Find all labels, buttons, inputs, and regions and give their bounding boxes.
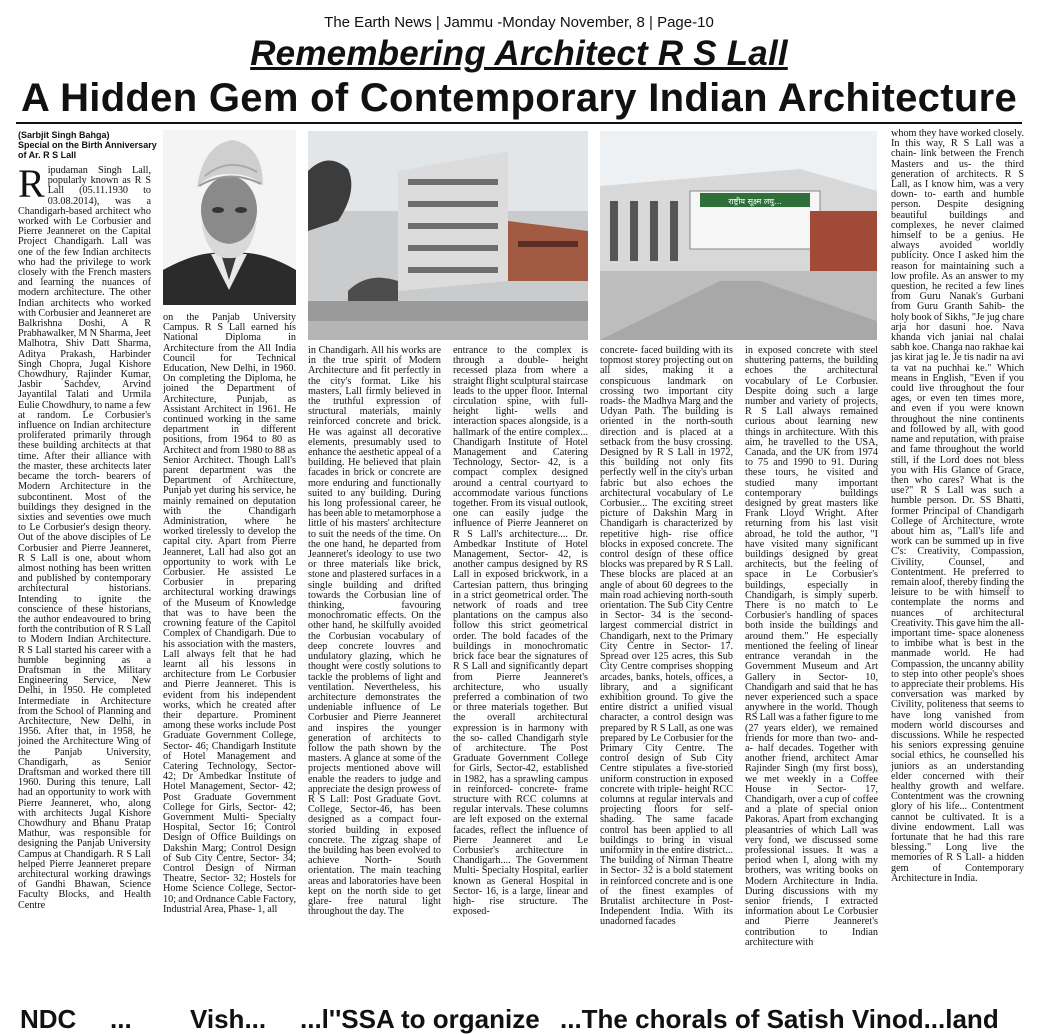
article-col-4 [453, 346, 588, 1002]
article-col-2 [163, 313, 296, 1002]
byline-author: (Sarbjit Singh Bahga) [18, 130, 110, 140]
kicker: Remembering Architect R S Lall [250, 34, 788, 73]
next-headline-5: ...The chorals of Satish Vinod...land [560, 1004, 999, 1034]
portrait-illustration [163, 130, 296, 305]
article-col-1-text: ipudaman Singh Lall, popularly known as R S Lall (05.11.1930 to 03.08.2014), was a Chandigarh-based architect who worked with Le Corbusier and Pierre Jeanneret on the Capital Project Chandigarh. Lall was one of the few Indian architects who had the privilege to work closely with the French masters and learning the nuances of modern architecture. The other Indian architects who worked with Corbusier and Jeanneret are Balkrishna Doshi, A R Prabhawalker, M N Sharma, Jeet Malhotra, Shiv Datt Sharma, Aditya Prakash, Harbinder Singh Chopra, Jugal Kishore Chowdhury, Rajinder Kumar, Jasbir Sachdev, Arvind Jayantilal Talati and Urmila Eulie Chowdhury, to name a few at random. Le Corbusier's influence on Indian architecture proliferated primarily through these building architects at that time. After their alliance with the master, these architects later became the torch- bearers of Modern Architecture in the subcontinent. Most of the buildings they designed in the sixties and seventies owe much to Le Corbusier's design theory. Out of the above disciples of Le Corbusier and Pierre Jeanneret, R S Lall is one, about whom almost nothing has been written and published by contemporary architectural historians. Intending to ignite the conscience of these historians, the author endeavoured to bring forth the contribution of R S Lall to Modern Indian Architecture. R S Lall started his career with a humble beginning as a Draftsman in the Military Engineering Service, New Delhi, in 1950. He completed Intermediate in Architecture from the School of Planning and Architecture, New Delhi, in 1956. After that, in 1958, he joined the Architecture Wing of the Panjab University, Chandigarh, as Senior Draftsman and worked there till 1960. During this tenure, Lall had an opportunity to work with Pierre Jeanneret, who, along with architects Jugal Kishore Chowdhury and Bhanu Pratap Mathur, was responsible for designing the Panjab University Campus at Chandigarh. R S Lall helped Pierre Jeanneret prepare architectural working drawings of Gandhi Bhawan, Science Faculty Blocks, and Health Centre [18, 165, 151, 911]
article-col-5 [600, 346, 733, 1002]
article-col-3 [308, 346, 441, 1002]
headline-rule [16, 122, 1022, 124]
article-col-6-text: in exposed concrete with steel shuttering patterns, the building echoes the architectural vocabulary of Le Corbusier. Despite doing such a large number and variety of projects, R S Lall always remained curious about learning new things in architecture. With this aim, he travelled to the USA, Canada, and the UK from 1974 to 75 and 1990 to 91. During these tours, he visited and studied many important contemporary buildings designed by great masters like Frank Lloyd Wright. After returning from his last visit abroad, he told the author, "I have visited many significant buildings designed by great architects, but the feeling of space in Le Corbusier's buildings, especially in Chandigarh, is simply superb. There is no match to Le Corbusier's handling of spaces both inside the buildings and around them." He especially mentioned the feeling of linear entrance verandah in the Government Museum and Art Gallery in Sector- 10, Chandigarh and said that he has never experienced such a space anywhere in the world. Though RS Lall was a father figure to me (27 years elder), we remained friends for more than two- and- a- half decades. Together with another friend, architect Amar Rajinder Singh (my first boss), we met weekly in a Coffee House in Sector- 17, Chandigarh, over a cup of coffee and a plate of special onion Pakoras. Apart from exchanging pleasantries of which Lall was very fond, we discussed some professional issues. It was a period when I, along with my brothers, was writing books on Modern Architecture in India. During discussions with my senior friends, I extracted information about Le Corbusier and Pierre Jeanneret's contribution to Indian architecture with [745, 345, 878, 948]
theatre-building-illustration [600, 131, 877, 340]
next-headline-3: Vish... [190, 1004, 267, 1034]
article-col-3-text: in Chandigarh. All his works are in the true spirit of Modern Architecture and fit perfectly in the city's format. Like his masters, Lall firmly believed in the truthful expression of structural materials, mainly reinforced concrete and brick. He was against all decorative elements, presumably used to enhance the aesthetic appeal of a building. He believed that plain facades in brick or concrete are more enduring and functionally suited to any building. During his long professional career, he has been able to metamorphose a little of his masters' architecture to suit the needs of the time. On the one hand, he departed from Jeanneret's ideology to use two or three materials like brick, stone and plastered surfaces in a single building and drifted towards the Corbusian line of thinking, favouring monochromatic effects. On the other hand, he skilfully avoided the Corbusian vocabulary of deep concrete louvres and undulatory glazing, which he thought were costly solutions to tackle the problems of light and ventilation. Nevertheless, his architecture demonstrates the undeniable influence of Le Corbusier and Pierre Jeanneret and inspires the younger generation of architects to follow the path shown by the masters. A glance at some of the projects mentioned above will enable the readers to judge and appreciate the design prowess of R S Lall: Post Graduate Govt. College, Sector-46, has been designed as a compact four- storied building in exposed concrete. The zigzag shape of the building has been evolved to achieve North- South orientation. The main teaching areas and laboratories have been kept on the north side to get glare- free natural light throughout the day. The [308, 345, 441, 918]
next-headline-4: ...l''SSA to organize [300, 1004, 540, 1034]
next-headline-1: NDC [20, 1004, 77, 1034]
byline-note: Special on the Birth Anniversary of Ar. R S Lall [18, 140, 157, 160]
article-col-7 [891, 129, 1024, 1002]
building-photo-2 [600, 131, 877, 340]
article-col-1 [18, 161, 151, 1002]
photo-sign-text: राष्ट्रीय सूक्ष्म लघु... [728, 197, 782, 206]
article-col-6 [745, 346, 878, 1002]
article-dropcap: R [18, 161, 45, 206]
headline: A Hidden Gem of Contemporary Indian Architecture [20, 76, 1017, 120]
college-building-illustration [308, 131, 588, 340]
byline [18, 130, 158, 160]
article-col-2-text: on the Panjab University Campus. R S Lall earned his National Diploma in Architecture from the All India Council for Technical Education, New Delhi, in 1960. On completing the Diploma, he joined the Department of Architecture, Punjab, as Assistant Architect in 1961. He continued working in the same department in different positions, from 1964 to 80 as Architect and from 1980 to 88 as Senior Architect. Though Lall's parent department was the Department of Architecture, Punjab yet during his service, he mainly remained on deputation with the Chandigarh Administration, where he worked tirelessly to develop the capital city. Apart from Pierre Jeanneret, Lall had also got an opportunity to work with Le Corbusier. He assisted Le Corbusier in preparing architectural working drawings of the Museum of Knowledge that was to have been the crowning feature of the Capitol Complex of Chandigarh. Due to his association with the masters, Lall always felt that he had learnt all his lessons in architecture from Le Corbusier and Pierre Jeanneret. This is evident from his independent works, which he created after their departure. Prominent among these works include Post Graduate Government College, Sector- 46; Chandigarh Institute of Hotel Management and Catering Technology, Sector- 42; Dr Ambedkar Institute of Hotel Management, Sector- 42; Post Graduate Government College for Girls, Sector- 42; Government Multi- Specialty Hospital, Sector 16; Control Design of Office Buildings on Dakshin Marg; Control Design of Sub City Centre, Sector- 34; Control Design of Nirman Theatre, Sector- 32; Hostels for Home Science College, Sector- 10; and Ordnance Cable Factory, Industrial Area, Phase- 1, all [163, 312, 296, 915]
article-col-7-text: whom they have worked closely. In this way, R S Lall was a chain- link between the French Masters and us- the third generation of architects. R S Lall, as I know him, was a very down- to- earth and humble person. Despite designing beautiful buildings and complexes, he never claimed himself to be a genius. He always avoided worldly publicity. Once I asked him the reason for maintaining such a low profile. As an answer to my question, he recited a few lines from Guru Nanak's Gurbani from Guru Granth Sahib- the holy book of Sikhs, "Je jug chare arja hor dasuni hoe. Nava khanda vich janiai nal chalai sabh koe. Changa nao rakhae kai jas kirat jag le. Je tis nadir na avi ta vat na puchhai ke." Which means in English, "Even if you could live throughout the four ages, or even ten times more, and even if you were known throughout the nine continents and followed by all, with good name and reputation, with praise and fame throughout the world still, if the Lord does not bless you with His Glance of Grace, then who cares? What is the use?" R S Lall was such a humble person. Dr. SS Bhatti, former Principal of Chandigarh College of Architecture, wrote about him as, "Lall's life and work can be summed up in five C's: Creativity, Compassion, Civility, Counsel, and Contentment. He preferred to remain aloof, thereby finding the leisure to be with himself to contemplate the norms and nuances of architectural Creativity. This gave him the all- important time- space aloneness to imbibe what is best in the manmade world. He had Compassion, the uncanny ability to step into other people's shoes to appreciate their problems. His conversation was marked by Civility, politeness that seems to have long vanished from modern world discourses and discussions. While he respected his seniors expressing genuine social ethics, he counselled his juniors as an understanding elder concerned with their healthy growth and welfare. Contentment was the crowning glory of his life... Contentment cannot be cultivated. It is a divine endowment. Lall was fortunate that he had this rare blessing." Long live the memories of R S Lall- a hidden gem of Contemporary Architecture in India. [891, 128, 1024, 884]
article-col-4-text: entrance to the complex is through a double- height recessed plaza from where a straight flight sculptural staircase leads to the upper floor. Internal circulation spine, with full- height light- wells and interaction spaces alongside, is a hallmark of the entire complex... Chandigarh Institute of Hotel Management and Catering Technology, Sector- 42, is a compact complex designed around a central courtyard to accommodate various functions together. From its visual outlook, one can easily judge the influence of Pierre Jeanneret on R S Lall's architecture.... Dr. Ambedkar Institute of Hotel Management, Sector- 42, is another campus designed by RS Lall in exposed brickwork, in a Cartesian pattern, thus bringing in a strict geometrical order. The network of roads and tree plantations on the campus also follow this strict geometrical order. The bold facades of the buildings in monochromatic brick face bear the signatures of R S Lall and significantly depart from Pierre Jeanneret's architecture, who usually preferred a combination of two or three materials together. But the overall architectural expression is in harmony with the so- called Chandigarh style of architecture. The Post Graduate Government College for Girls, Sector-42, established in 1982, has a sprawling campus in reinforced- concrete- frame structure with RCC columns at regular intervals. These columns are left exposed on the external facades, reflect the influence of Pierre Jeanneret and Le Corbusier's architecture in Chandigarh.... The Government Multi- Specialty Hospital, earlier known as General Hospital in Sector- 16, is a large, linear and high- rise structure. The exposed- [453, 345, 588, 918]
article-col-5-text: concrete- faced building with its topmost storey projecting out on all sides, making it a conspicuous landmark on crossing two important city roads- the Madhya Marg and the Udyan Path. The building is oriented in the north-south direction and is placed at a setback from the busy crossing. Designed by R S Lall in 1972, this building not only fits perfectly well in the city's urban fabric but also echoes the architectural vocabulary of Le Corbusier... The exciting street picture of Dakshin Marg in Chandigarh is characterized by repetitive high- rise office blocks in exposed concrete. The control design of these office blocks was prepared by R S Lall. These blocks are placed at an angle of about 60 degrees to the main road achieving north-south orientation. The Sub City Centre in Sector- 34 is the second-largest commercial district in Chandigarh, next to the Primary City Centre in Sector- 17. Spread over 125 acres, this Sub City Centre comprises shopping arcades, banks, hotels, offices, a library, and a significant exhibition ground. To give the entire district a unified visual character, a control design was prepared by R S Lall, as one was prepared by Le Corbusier for the Primary City Centre. The control design of Sub City Centre stipulates a five-storied uniform construction in exposed concrete with triple- height RCC columns at regular intervals and projecting floors for self-shading. The same facade control has been applied to all buildings to bring in visual uniformity in the entire district... The building of Nirman Theatre in Sector- 32 is a bold statement in reinforced concrete and is one of the finest examples of Brutalist architecture in Post- Independent India. With its unadorned facades [600, 345, 733, 928]
building-photo-1 [308, 131, 588, 340]
next-headline-2: ... [110, 1004, 132, 1034]
next-headlines-strip [20, 1004, 1030, 1034]
portrait-photo [163, 130, 296, 305]
masthead: The Earth News | Jammu -Monday November, 8 | Page-10 [324, 14, 714, 31]
